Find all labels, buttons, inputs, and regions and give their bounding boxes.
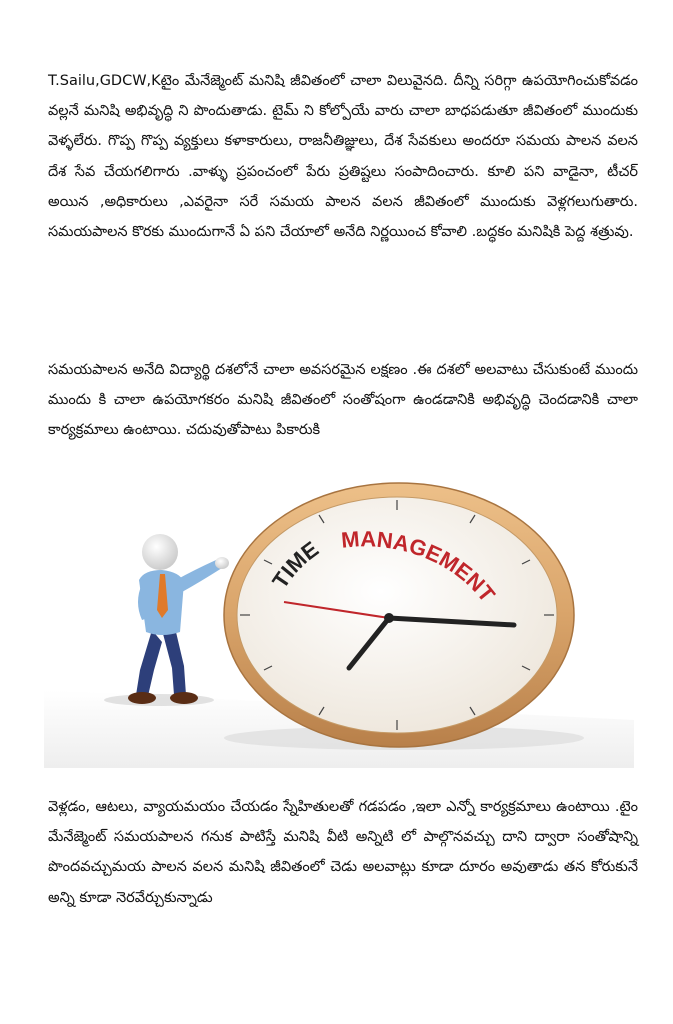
paragraph-3: వెళ్లడం, ఆటలు, వ్యాయమయం చేయడం స్నేహితులతో గడపడం ,ఇలా ఎన్నో కార్యక్రమాలు ఉంటాయి .టైం మేనేజ్మెంట్ సమయపాలన గనుక పాటిస్తే మనిషి వీటి అన్నిటి లో పాల్గొనవచ్చు దాని ద్వారా సంతోషాన్ని పొందవచ్చుమయ పాలన వలన మనిషి జీవితంలో చెడు అలవాట్లు కూడా దూరం అవుతాడు తన కోరుకునే అన్ని కూడా నెరవేర్చుకున్నాడు — [48, 799, 638, 906]
time-management-illustration — [44, 470, 634, 768]
clock — [224, 483, 574, 747]
clock-text-time: TIME — [267, 536, 324, 593]
clock-text-management: MANAGEMENT — [340, 526, 501, 607]
paragraph-1: T.Sailu,GDCW,Kటైం మేనేజ్మెంట్ మనిషి జీవితంలో చాలా విలువైనది. దీన్ని సరిగ్గా ఉపయోగించుకోవడం వల్లనే మనిషి అభివృద్ధి ని పొందుతాడు. టైమ్ ని కోల్పోయే వారు చాలా బాధపడుతూ జీవితంలో ముందుకు వెళ్ళలేరు. గొప్ప గొప్ప వ్యక్తులు కళాకారులు, రాజనీతిజ్ఞులు, దేశ సేవకులు అందరూ సమయ పాలన వలన దేశ సేవ చేయగలిగారు .వాళ్ళు ప్రపంచంలో పేరు ప్రతిష్టలు సంపాదించారు. కూలి పని వాడైనా, టీచర్ అయిన ,అధికారులు ,ఎవరైనా సరే సమయ పాలన వలన జీవితంలో ముందుకు వెళ్లగలుగుతారు. సమయపాలన కొరకు ముందుగానే ఏ పని చేయాలో అనేది నిర్ణయించ కోవాలి .బద్ధకం మనిషికి పెద్ద శత్రువు. — [48, 73, 638, 241]
paragraph-2: సమయపాలన అనేది విద్యార్థి దశలోనే చాలా అవసరమైన లక్షణం .ఈ దశలో అలవాటు చేసుకుంటే ముందు ముందు కి చాలా ఉపయోగకరం మనిషి జీవితంలో సంతోషంగా ఉండడానికి అభివృద్ధి చెందడానికి చాలా కార్యక్రమాలు ఉంటాయి. చదువుతోపాటు పికారుకి — [48, 362, 638, 439]
clock-center — [384, 613, 394, 623]
figure-shadow — [104, 694, 214, 706]
